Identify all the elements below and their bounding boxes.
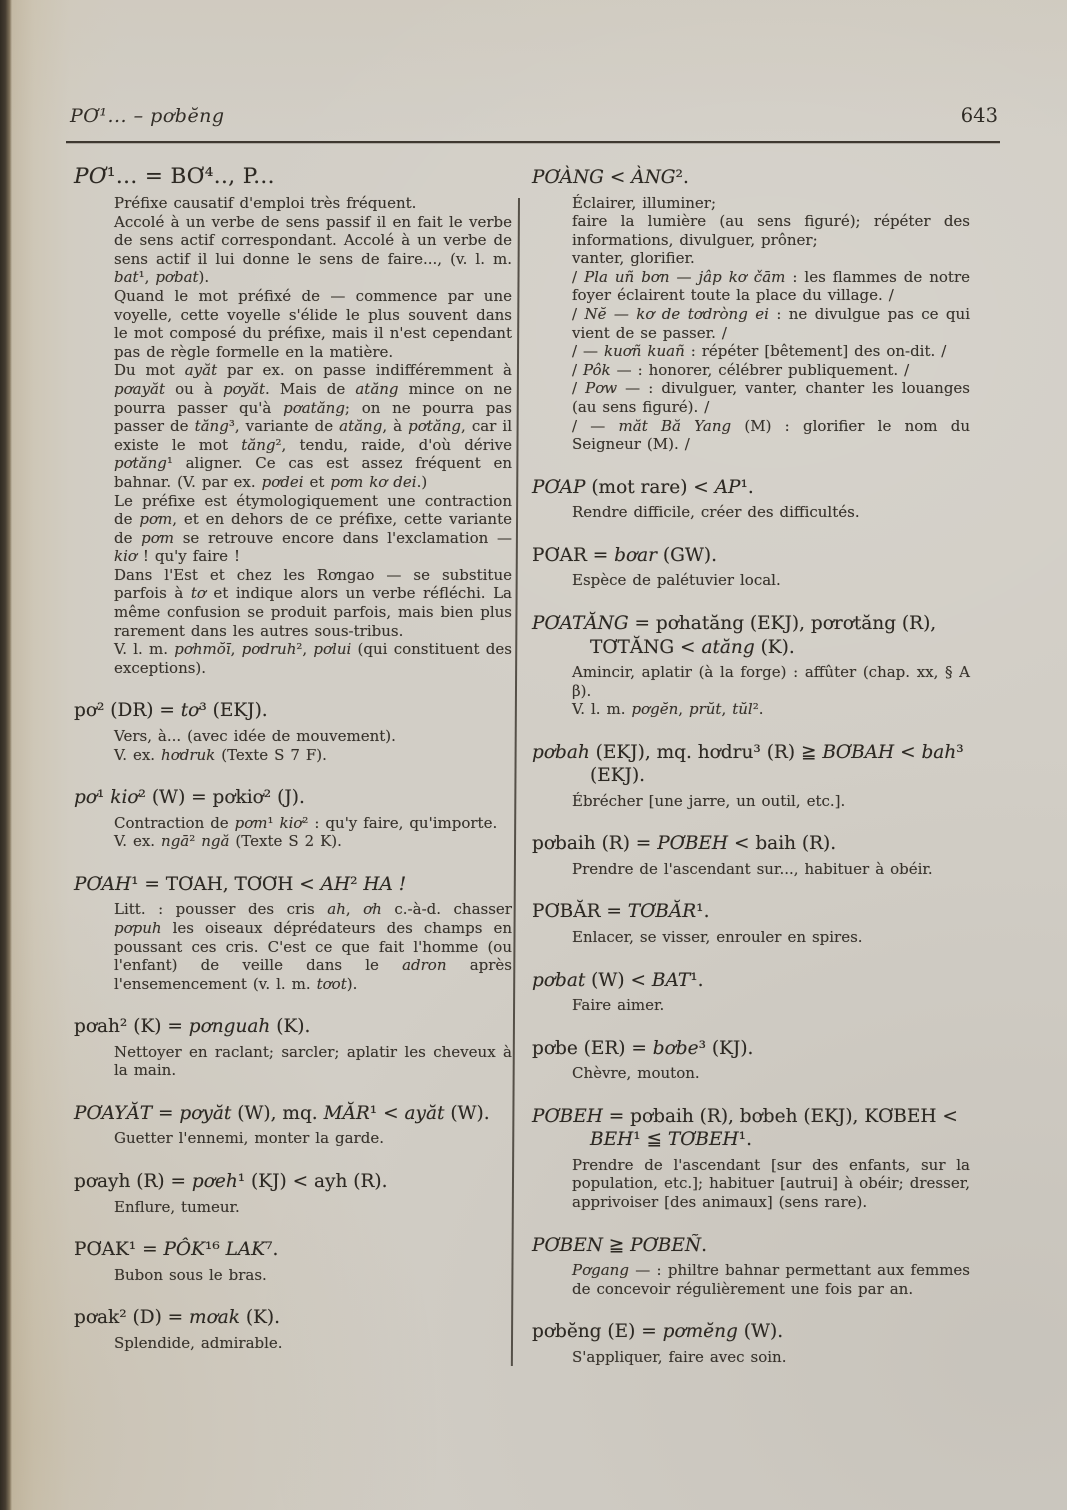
definition-paragraph: V. ex. ngā² ngă (Texte S 2 K). (114, 832, 342, 851)
definition-paragraph: Du mot ayăt par ex. on passe indifféremment à pơayăt ou à pơyăt. Mais de atăng mince on ne pourra passer qu'à pơatăng; on ne pourra pas passer de tăng³, variante de atăng, à pơtăng, car il existe le mot tăng², tendu, raide, d'où dérive pơtăng¹ aligner. Ce cas est assez fréquent en bahnar. (V. par ex. pơdei et pơm kơ dei.) (114, 361, 513, 491)
dictionary-entry (532, 1037, 970, 1083)
definition-paragraph: Enlacer, se visser, enrouler en spires. (572, 927, 863, 946)
entry-headword: PƠAP (mot rare) < AP¹. (532, 476, 754, 498)
entry-headword: pơah² (K) = pơnguah (K). (74, 1016, 311, 1038)
dictionary-entry (74, 163, 512, 677)
entry-definition (74, 1043, 512, 1080)
entry-headword: PƠATĂNG = pơhatăng (EKJ), pơrơtăng (R), TƠTĂNG < atăng (K). (532, 613, 937, 658)
entry-headword: PƠAR = bơar (GW). (532, 544, 718, 566)
entry-headword: pơbah (EKJ), mq. hơdru³ (R) ≧ BƠBAH < bah³ (EKJ). (532, 741, 964, 787)
entry-headword: pơbe (ER) = bơbe³ (KJ). (532, 1037, 754, 1059)
definition-paragraph: Prendre de l'ascendant [sur des enfants, sur la population, etc.]; habituer [autrui] à obéir; dresser, apprivoiser [des animaux] (sens rare). (572, 1155, 970, 1211)
definition-paragraph: Splendide, admirable. (114, 1333, 283, 1352)
dictionary-entry (74, 1170, 512, 1216)
definition-paragraph: / — kuơñ kuañ : répéter [bêtement] des on-dit. / (572, 342, 947, 361)
definition-paragraph: Nettoyer en raclant; sarcler; aplatir les cheveux à la main. (114, 1042, 512, 1080)
definition-paragraph: Amincir, aplatir (à la forge) : affûter (chap. xx, § A β). (572, 663, 970, 700)
entry-headword: pơbaih (R) = PƠBEH < baih (R). (532, 833, 837, 855)
entry-definition (532, 928, 970, 947)
definition-paragraph: Préfixe causatif d'emploi très fréquent. (114, 194, 417, 212)
definition-paragraph: Pơgang — : philtre bahnar permettant aux femmes de concevoir régulièrement une fois par an. (572, 1261, 970, 1298)
definition-paragraph: Guetter l'ennemi, monter la garde. (114, 1129, 384, 1148)
dictionary-entry (532, 741, 970, 811)
entry-headword: PƠAH¹ = TƠAH, TƠƠH < AH² HA ! (74, 873, 407, 895)
page-number: 643 (960, 104, 998, 127)
definition-paragraph: V. l. m. pơhmŏī, pơdruh², pơlui (qui constituent des exceptions). (114, 640, 512, 677)
definition-paragraph: Vers, à... (avec idée de mouvement). (114, 726, 396, 745)
header-rule (66, 141, 1000, 143)
dictionary-entry (74, 699, 512, 764)
definition-paragraph: Ébrécher [une jarre, un outil, etc.]. (572, 791, 846, 810)
dictionary-entry (532, 969, 970, 1015)
dictionary-entry (532, 612, 970, 719)
dictionary-entry (532, 832, 970, 878)
dictionary-entry (74, 786, 512, 851)
column-divider-line (511, 198, 520, 1366)
entry-definition (532, 503, 970, 522)
entry-definition (532, 996, 970, 1015)
right-column (532, 166, 970, 1366)
definition-paragraph: V. l. m. pơgĕn, prŭt, tŭl². (572, 700, 764, 719)
definition-paragraph: Chèvre, mouton. (572, 1064, 700, 1083)
entry-definition (532, 1348, 970, 1367)
entry-definition (74, 1266, 512, 1285)
definition-paragraph: Quand le mot préfixé de — commence par une voyelle, cette voyelle s'élide le plus souvent dans le mot composé du préfixe, mais il n'est cependant pas de règle formelle en la matière. (114, 286, 512, 361)
dictionary-entry (532, 1234, 970, 1299)
entry-headword: pơak² (D) = mơak (K). (74, 1307, 280, 1329)
entry-definition (532, 194, 970, 454)
dictionary-entry (532, 900, 970, 946)
entry-definition (532, 792, 970, 811)
dictionary-entry (532, 166, 970, 454)
definition-paragraph: / Pơw — : divulguer, vanter, chanter les louanges (au sens figuré). / (572, 379, 970, 417)
definition-paragraph: Enflure, tumeur. (114, 1197, 240, 1216)
definition-paragraph: / — măt Bă Yang (M) : glorifier le nom du Seigneur (M). / (572, 416, 970, 454)
definition-paragraph: Le préfixe est étymologiquement une contraction de pơm, et en dehors de ce préfixe, cette variante de pơm se retrouve encore dans l'exclamation — kiơ ! qu'y faire ! (114, 491, 512, 566)
running-title: PƠ¹... – pơbĕng (70, 105, 225, 127)
definition-paragraph: Accolé à un verbe de sens passif il en fait le verbe de sens actif correspondant. Accolé à un verbe de sens actif il lui donne le sens de faire..., (v. l. m. bat¹, pơbat). (114, 212, 512, 287)
entry-headword: PƠÀNG < ÀNG². (532, 167, 689, 188)
entry-definition (532, 571, 970, 590)
entry-headword: pơayh (R) = pơeh¹ (KJ) < ayh (R). (74, 1171, 388, 1193)
entry-headword: pơ² (DR) = tơ³ (EKJ). (74, 700, 268, 722)
dictionary-entry (532, 1320, 970, 1366)
entry-headword: PƠAYĂT = pơyăt (W), mq. MĂR¹ < ayăt (W). (74, 1102, 490, 1124)
entry-definition (532, 860, 970, 879)
definition-paragraph: Rendre difficile, créer des difficultés. (572, 503, 860, 522)
entry-headword: PƠBĂR = TƠBĂR¹. (532, 901, 710, 923)
definition-paragraph: Contraction de pơm¹ kiơ² : qu'y faire, qu'importe. (114, 813, 498, 832)
entry-definition (74, 727, 512, 764)
entry-definition (74, 1129, 512, 1148)
entry-definition (532, 1156, 970, 1212)
dictionary-entry (74, 1015, 512, 1080)
definition-paragraph: S'appliquer, faire avec soin. (572, 1347, 787, 1366)
definition-paragraph: Faire aimer. (572, 996, 665, 1015)
entry-headword: pơbat (W) < BAT¹. (532, 969, 704, 991)
left-column (74, 163, 512, 1352)
definition-paragraph: / Pla uñ bơn — jâp kơ čām : les flammes de notre foyer éclairent toute la place du village. / (572, 267, 970, 305)
definition-paragraph: Bubon sous le bras. (114, 1265, 267, 1284)
entry-definition (74, 900, 512, 993)
entry-definition (532, 1261, 970, 1298)
entry-headword: pơbĕng (E) = pơmĕng (W). (532, 1321, 784, 1343)
dictionary-entry (74, 1102, 512, 1148)
definition-paragraph: Prendre de l'ascendant sur..., habituer à obéir. (572, 859, 933, 878)
entry-headword: PƠ¹... = BƠ⁴.., P... (74, 164, 275, 189)
dictionary-entry (532, 476, 970, 522)
definition-paragraph: Espèce de palétuvier local. (572, 571, 781, 590)
entry-headword: pơ¹ kiơ² (W) = pơkiơ² (J). (74, 787, 305, 809)
definition-paragraph: V. ex. hơdruk (Texte S 7 F). (114, 745, 327, 764)
definition-paragraph: / Pôk — : honorer, célébrer publiquement. / (572, 360, 910, 379)
definition-paragraph: Dans l'Est et chez les Rơngao — se substitue parfois à tơ et indique alors un verbe réfléchi. La même confusion se produit parfois, mais bien plus rarement dans les autres sous-tribus. (114, 565, 512, 640)
dictionary-entry (74, 1238, 512, 1284)
dictionary-entry (532, 1105, 970, 1212)
dictionary-entry (74, 873, 512, 993)
entry-definition (74, 814, 512, 851)
definition-paragraph: vanter, glorifier. (572, 249, 695, 268)
definition-paragraph: Éclairer, illuminer; (572, 193, 717, 212)
page-header (70, 104, 998, 127)
entry-headword: PƠBEH = pơbaih (R), bơbeh (EKJ), KƠBEH < BEH¹ ≦ TƠBEH¹. (532, 1105, 958, 1151)
entry-headword: PƠAK¹ = PÔK¹⁶ LAK⁷. (74, 1239, 279, 1261)
entry-definition (74, 1198, 512, 1217)
entry-definition (532, 1064, 970, 1083)
book-gutter-shadow (0, 0, 12, 1510)
dictionary-entry (532, 544, 970, 590)
entry-definition (74, 194, 512, 677)
definition-paragraph: / Nĕ — kơ de tơdròng ei : ne divulgue pas ce qui vient de se passer. / (572, 305, 970, 342)
definition-paragraph: Litt. : pousser des cris ah, ơh c.-à-d. chasser pơpuh les oiseaux déprédateurs des champs en poussant ces cris. C'est ce que fait l'homme (ou l'enfant) de veille dans le adron après l'ensemencement (v. l. m. tơot). (114, 900, 512, 993)
dictionary-entry (74, 1306, 512, 1352)
entry-headword: PƠBEN ≧ PƠBEÑ. (532, 1234, 707, 1256)
entry-definition (74, 1334, 512, 1353)
entry-definition (532, 663, 970, 719)
definition-paragraph: faire la lumière (au sens figuré); répéter des informations, divulguer, prôner; (572, 212, 970, 249)
